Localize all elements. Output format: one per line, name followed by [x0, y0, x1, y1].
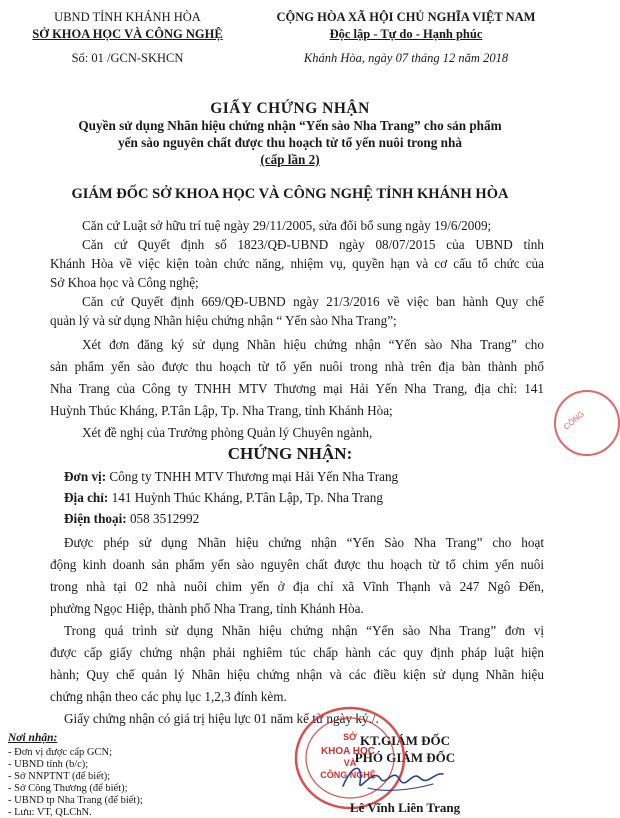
basis-line: Nha Trang của Công ty TNHH MTV Thương mại Hải Yến Nha Trang, địa chỉ: 141 — [50, 381, 544, 396]
unit-value: Công ty TNHH MTV Thương mại Hải Yến Nha Trang — [109, 469, 399, 484]
basis-line: Căn cứ Luật sở hữu trí tuệ ngày 29/11/2005, sửa đổi bổ sung ngày 19/6/2009; — [82, 218, 492, 233]
signature-title-2: PHÓ GIÁM ĐỐC — [354, 750, 456, 765]
handwritten-signature — [338, 758, 448, 798]
certify-heading: CHỨNG NHẬN: — [227, 444, 353, 463]
document-title: GIẤY CHỨNG NHẬN — [210, 100, 370, 117]
unit-label: Đơn vị: — [64, 469, 107, 484]
basis-line: sản phẩm yến sào được thu hoạch từ tổ yến nuôi trong nhà trên địa bàn thành phố — [50, 359, 544, 374]
basis-line: Căn cứ Quyết định số 1823/QĐ-UBND ngày 08/07/2015 của UBND tỉnh — [82, 237, 544, 252]
content-line: hành; Quy chế quản lý Nhãn hiệu chứng nhận và các điều kiện sử dụng Nhãn hiệu — [50, 667, 544, 682]
content-line: phường Ngọc Hiệp, thành phố Nha Trang, tỉnh Khánh Hòa. — [50, 601, 364, 616]
content-line: Được phép sử dụng Nhãn hiệu chứng nhận “Yến Sào Nha Trang” cho hoạt — [64, 535, 544, 550]
issuer-department: SỞ KHOA HỌC VÀ CÔNG NGHỆ — [32, 27, 223, 41]
basis-line: Khánh Hòa về việc kiện toàn chức năng, nhiệm vụ, quyền hạn và cơ cấu tổ chức của — [50, 256, 544, 271]
basis-line: Huỳnh Thúc Kháng, P.Tân Lập, Tp. Nha Trang, tỉnh Khánh Hòa; — [50, 403, 393, 418]
content-line: được cấp giấy chứng nhận phải nghiêm túc chấp hành các quy định pháp luật hiện — [50, 645, 544, 660]
basis-line: Xét đề nghị của Trưởng phòng Quản lý Chuyên ngành, — [82, 425, 373, 440]
signature-title-1: KT.GIÁM ĐỐC — [359, 733, 451, 748]
issue-date: Khánh Hòa, ngày 07 tháng 12 năm 2018 — [303, 51, 509, 65]
address-row — [64, 490, 383, 506]
title-line-3: yến sào nguyên chất được thu hoạch từ tổ yến nuôi trong nhà — [118, 135, 462, 150]
recipients-label: Nơi nhận: — [8, 732, 58, 744]
title-line-2: Quyền sử dụng Nhãn hiệu chứng nhận “Yến sào Nha Trang” cho sản phẩm — [78, 118, 502, 133]
unit-row — [64, 469, 398, 485]
phone-row — [64, 511, 199, 527]
seal-text: SỞ — [343, 732, 357, 742]
content-line: trong nhà tại 02 nhà nuôi chim yến ở địa chỉ xã Vĩnh Thạnh và 247 Ngô Đến, — [50, 579, 544, 594]
partial-seal — [554, 390, 620, 456]
content-line: chứng nhận theo các phụ lục 1,2,3 đính kèm. — [50, 689, 287, 704]
recipient-item: - Sở Công Thương (để biết); — [8, 783, 128, 794]
seal-text: CÔNG NGHỆ — [320, 770, 376, 780]
content-line: Giấy chứng nhận có giá trị hiệu lực 01 năm kể từ ngày ký./. — [64, 711, 379, 726]
seal-text: VÀ — [343, 758, 357, 768]
national-title: CỘNG HÒA XÃ HỘI CHỦ NGHĨA VIỆT NAM — [276, 10, 536, 24]
recipient-item: - Đơn vị được cấp GCN; — [8, 747, 112, 758]
authority-heading: GIÁM ĐỐC SỞ KHOA HỌC VÀ CÔNG NGHỆ TỈNH KHÁNH HÒA — [71, 186, 509, 202]
address-value: 141 Huỳnh Thúc Kháng, P.Tân Lập, Tp. Nha Trang — [111, 490, 383, 505]
partial-seal-text: CÔNG — [561, 409, 587, 432]
phone-label: Điện thoại: — [64, 511, 127, 526]
basis-line: Xét đơn đăng ký sử dụng Nhãn hiệu chứng nhận “Yến sào Nha Trang” cho — [82, 337, 544, 352]
phone-value: 058 3512992 — [129, 511, 200, 526]
issuer-province: UBND TỈNH KHÁNH HÒA — [54, 10, 201, 24]
recipient-item: - Lưu: VT, QLChN. — [8, 807, 92, 818]
national-motto: Độc lập - Tự do - Hạnh phúc — [329, 27, 483, 41]
basis-line: Sở Khoa học và Công nghệ; — [50, 275, 199, 290]
recipient-item: - UBND tỉnh (b/c); — [8, 759, 89, 770]
recipient-item: - Sở NNPTNT (để biết); — [8, 771, 111, 782]
basis-line: Căn cứ Quyết định 669/QĐ-UBND ngày 21/3/2016 về việc ban hành Quy chế — [82, 294, 544, 309]
content-line: động kinh doanh sản phẩm yến sào nguyên chất được thu hoạch từ tổ chim yến nuôi — [50, 557, 544, 572]
seal-text: KHOA HỌC — [320, 746, 376, 757]
document-number: Số: 01 /GCN-SKHCN — [71, 51, 184, 65]
content-line: Trong quá trình sử dụng Nhãn hiệu chứng nhận “Yến sào Nha Trang” đơn vị — [64, 623, 544, 638]
title-line-4: (cấp lần 2) — [260, 152, 320, 167]
recipient-item: - UBND tp Nha Trang (để biết); — [8, 795, 143, 806]
basis-line: quản lý và sử dụng Nhãn hiệu chứng nhận “ Yến sào Nha Trang”; — [50, 313, 397, 328]
signer-name: Lê Vĩnh Liên Trang — [349, 800, 461, 815]
address-label: Địa chỉ: — [64, 490, 109, 505]
